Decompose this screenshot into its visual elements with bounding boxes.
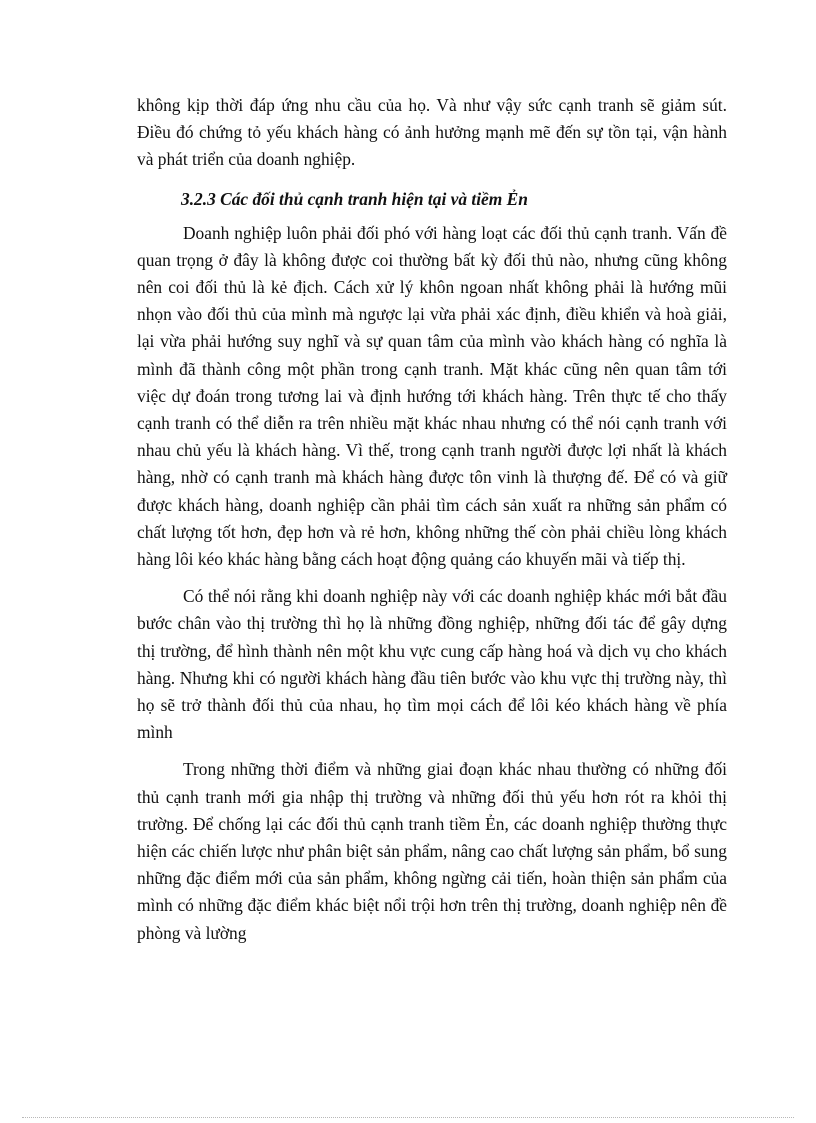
- section-heading: 3.2.3 Các đối thủ cạnh tranh hiện tại và tiềm Ẻn: [181, 188, 528, 209]
- paragraph-competitors: Doanh nghiệp luôn phải đối phó với hàng loạt các đối thủ cạnh tranh. Vấn đề quan trọng ở đây là không được coi thường bất kỳ đối thủ nào, nhưng cũng không nên coi đối thủ là kẻ địch. Cách xử lý khôn ngoan nhất không phải là hướng mũi nhọn vào đối thủ của mình mà ngược lại vừa phải xác định, điều khiển và hoà giải, lại vừa phải hướng suy nghĩ và sự quan tâm của mình vào khách hàng có nghĩa là mình đã thành công một phần trong cạnh tranh. Mặt khác cũng nên quan tâm tới việc dự đoán trong tương lai và định hướng tới khách hàng. Trên thực tế cho thấy cạnh tranh có thể diễn ra trên nhiều mặt khác nhau nhưng có thể nói cạnh tranh với nhau chủ yếu là khách hàng. Vì thế, trong cạnh tranh người được lợi nhất là khách hàng, nhờ có cạnh tranh mà khách hàng được tôn vinh là thượng đế. Để có và giữ được khách hàng, doanh nghiệp cần phải tìm cách sản xuất ra những sản phẩm có chất lượng tốt hơn, đẹp hơn và rẻ hơn, không những thế còn phải chiều lòng khách hàng lôi kéo khác hàng bằng cách hoạt động quảng cáo khuyến mãi và tiếp thị.: [137, 222, 727, 570]
- document-page: [137, 92, 727, 947]
- paragraph-market-entry: Có thể nói rằng khi doanh nghiệp này với các doanh nghiệp khác mới bắt đầu bước chân vào thị trường thì họ là những đồng nghiệp, những đối tác để gây dựng thị trường, để hình thành nên một khu vực cung cấp hàng hoá và dịch vụ cho khách hàng. Nhưng khi có người khách hàng đầu tiên bước vào khu vực thị trường này, thì họ sẽ trở thành đối thủ của nhau, họ tìm mọi cách để lôi kéo khách hàng về phía mình: [137, 586, 727, 743]
- paragraph-potential-competitors: Trong những thời điểm và những giai đoạn khác nhau thường có những đối thủ cạnh tranh mới gia nhập thị trường và những đối thủ yếu hơn rót ra khỏi thị trường. Để chống lại các đối thủ cạnh tranh tiềm Ẻn, các doanh nghiệp thường thực hiện các chiến lược như phân biệt sản phẩm, nâng cao chất lượng sản phẩm, bổ sung những đặc điểm mới của sản phẩm, không ngừng cải tiến, hoàn thiện sản phẩm của mình có những đặc điểm khác biệt nổi trội hơn trên thị trường, doanh nghiệp nên đề phòng và lường: [137, 759, 727, 943]
- footer-divider: [22, 1117, 794, 1118]
- paragraph-continuation: không kịp thời đáp ứng nhu cầu của họ. Và như vậy sức cạnh tranh sẽ giảm sút. Điều đó chứng tỏ yếu khách hàng có ảnh hưởng mạnh mẽ đến sự tồn tại, vận hành và phát triển của doanh nghiệp.: [137, 95, 727, 170]
